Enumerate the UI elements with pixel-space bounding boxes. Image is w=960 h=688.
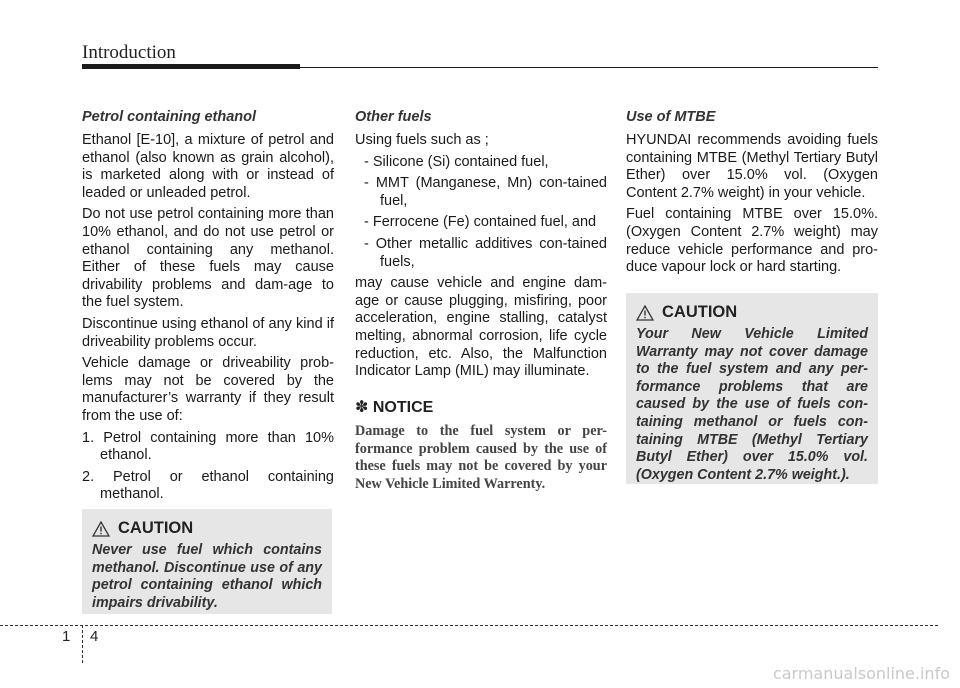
notice-icon: ✽	[355, 398, 369, 416]
footer-page-divider	[82, 625, 83, 663]
warning-triangle-icon	[92, 521, 110, 537]
warning-triangle-icon	[636, 305, 654, 321]
footer-divider	[0, 625, 938, 626]
header-rule-thick	[82, 64, 300, 69]
paragraph: Vehicle damage or driveability prob-lems may not be covered by the manufacturer’s warranty if they result from the use of:	[82, 355, 334, 424]
dash-list	[355, 154, 607, 272]
list-item: 1. Petrol containing more than 10% ethanol.	[82, 429, 334, 464]
paragraph: Do not use petrol containing more than 10% ethanol, and do not use petrol or ethanol containing any methanol. Either of these fuels may cause drivability problems and dam-age to the fuel system.	[82, 206, 334, 311]
watermark: carmanualsonline.info	[772, 664, 950, 683]
caution-title: CAUTION	[662, 303, 738, 321]
paragraph: Using fuels such as ;	[355, 132, 489, 148]
page-number: 4	[90, 628, 99, 645]
notice-heading	[355, 397, 607, 417]
list-item: - Ferrocene (Fe) contained fuel, and	[364, 214, 597, 231]
column-other-fuels	[355, 108, 607, 494]
column-mtbe	[626, 108, 878, 281]
paragraph: HYUNDAI recommends avoiding fuels containing MTBE (Methyl Tertiary Butyl Ether) over 15.0% vol. (Oxygen Content 2.7% weight) in your vehicle.	[626, 132, 878, 201]
paragraph: may cause vehicle and engine dam-age or cause plugging, misfiring, poor acceleration, engine stalling, catalyst melting, abnormal corrosion, life cycle reduction, etc. Also, the Malfunction Indicator Lamp (MIL) may illuminate.	[355, 275, 607, 380]
notice-title: NOTICE	[372, 398, 434, 416]
paragraph: Discontinue using ethanol of any kind if driveability problems occur.	[82, 315, 334, 350]
notice-text: Damage to the fuel system or per-formance problem caused by the use of these fuels may not be covered by your New Vehicle Limited Warrenty.	[355, 422, 607, 493]
paragraph: Fuel containing MTBE over 15.0%. (Oxygen Content 2.7% weight) may reduce vehicle performance and pro-duce vapour lock or hard starting.	[626, 206, 878, 276]
section-heading: Other fuels	[355, 109, 432, 125]
caution-text: Never use fuel which contains methanol. Discontinue use of any petrol containing ethanol which impairs drivability.	[92, 542, 322, 611]
column-petrol-ethanol	[82, 108, 334, 529]
caution-text: Your New Vehicle Limited Warranty may not cover damage to the fuel system and any per-formance problems that are caused by the use of fuels con-taining methanol or fuels con-taining MTBE (Methyl Tertiary Butyl Ether) over 15.0% vol. (Oxygen Content 2.7% weight.).	[636, 326, 868, 483]
section-heading: Use of MTBE	[626, 109, 716, 125]
list-item: - Other metallic additives con-tained fuels,	[364, 235, 607, 270]
section-heading: Petrol containing ethanol	[82, 109, 257, 125]
list-item: - Silicone (Si) contained fuel,	[364, 153, 549, 170]
caution-box	[82, 509, 332, 614]
paragraph: Ethanol [E-10], a mixture of petrol and ethanol (also known as grain alcohol), is marketed along with or instead of leaded or unleaded petrol.	[82, 132, 334, 201]
caution-title: CAUTION	[118, 519, 194, 537]
page-header-title: Introduction	[82, 42, 176, 63]
list-item: - MMT (Manganese, Mn) con-tained fuel,	[364, 175, 607, 209]
list-item: 2. Petrol or ethanol containing methanol.	[82, 468, 334, 503]
header-rule-thin	[300, 67, 878, 68]
chapter-number: 1	[62, 628, 71, 645]
caution-box	[626, 293, 878, 484]
